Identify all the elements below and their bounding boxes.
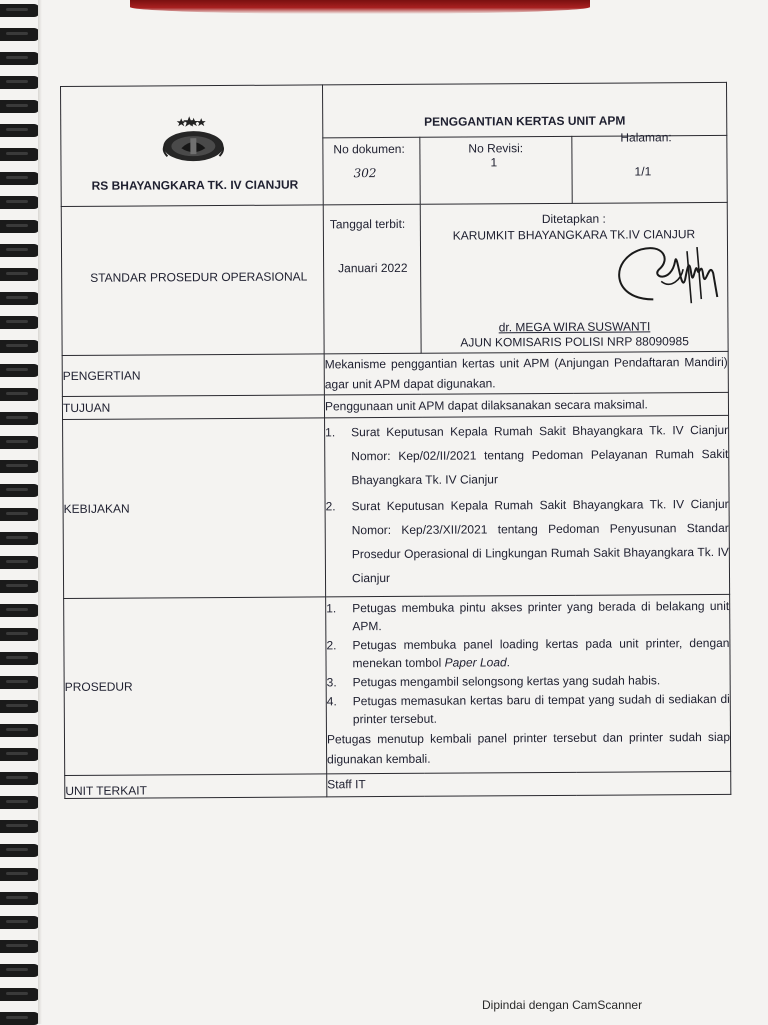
prosedur-extra-text: Petugas menutup kembali panel printer tersebut dan printer sudah siap digunakan kembali.	[326, 729, 731, 767]
binding-ring	[0, 748, 40, 761]
list-number: 1.	[326, 601, 337, 616]
binding-ring	[0, 1012, 40, 1025]
binding-ring	[0, 436, 40, 449]
binding-ring	[0, 940, 40, 953]
binding-ring	[0, 844, 40, 857]
binding-ring	[0, 148, 40, 161]
ditetapkan-label: Ditetapkan :	[541, 211, 606, 227]
kebijakan-list	[325, 418, 729, 590]
binding-ring	[0, 868, 40, 881]
binding-ring	[0, 316, 40, 329]
sop-document	[60, 82, 730, 799]
signature-image	[601, 239, 741, 312]
halaman-cell	[572, 130, 727, 203]
list-number: 1.	[325, 425, 336, 440]
hospital-name: RS BHAYANGKARA TK. IV CIANJUR	[91, 177, 299, 193]
pengertian-label-cell	[62, 354, 324, 397]
binding-ring	[0, 388, 40, 401]
binding-ring	[0, 676, 40, 689]
hospital-logo-cell	[61, 85, 324, 207]
binding-ring	[0, 4, 40, 17]
binding-ring	[0, 220, 40, 233]
binding-ring	[0, 268, 40, 281]
binding-ring	[0, 796, 40, 809]
binding-ring	[0, 124, 40, 137]
binding-ring	[0, 532, 40, 545]
binding-ring	[0, 556, 40, 569]
list-item	[325, 418, 728, 492]
binding-ring	[0, 172, 40, 185]
sop-label-cell	[61, 205, 324, 356]
binding-ring	[0, 652, 40, 665]
binding-ring	[0, 76, 40, 89]
list-number: 3.	[326, 675, 337, 690]
sop-table	[60, 82, 731, 799]
list-text-italic: Paper Load	[444, 655, 507, 670]
binding-ring	[0, 820, 40, 833]
binding-ring	[0, 892, 40, 905]
binding-ring	[0, 52, 40, 65]
list-text: Petugas memasukan kertas baru di tempat yang sudah di sediakan di printer tersebut.	[352, 691, 730, 727]
list-item	[326, 634, 729, 672]
sop-label: STANDAR PROSEDUR OPERASIONAL	[90, 269, 308, 285]
binding-ring	[0, 988, 40, 1001]
list-text: Petugas mengambil selongsong kertas yang sudah habis.	[352, 673, 661, 690]
no-dokumen-cell	[323, 137, 420, 205]
police-emblem-icon	[159, 114, 227, 166]
no-revisi-cell	[420, 136, 572, 204]
unit-terkait-label: UNIT TERKAIT	[65, 783, 147, 798]
no-dokumen-label: No dokumen:	[333, 141, 405, 157]
binding-ring	[0, 916, 40, 929]
tanggal-terbit-cell	[323, 204, 421, 354]
pengertian-label: PENGERTIAN	[62, 368, 141, 383]
binding-ring	[0, 964, 40, 977]
binding-ring	[0, 580, 40, 593]
kebijakan-label-cell	[63, 418, 326, 599]
list-text: Petugas membuka panel loading kertas pada unit printer, dengan menekan tombol	[352, 635, 730, 671]
pengertian-text: Mekanisme penggantian kertas unit APM (Anjungan Pendaftaran Mandiri) agar unit APM dapat digunakan.	[324, 351, 728, 394]
list-item	[326, 597, 729, 635]
spiral-binding	[0, 0, 42, 1024]
binding-ring	[0, 484, 40, 497]
prosedur-label: PROSEDUR	[64, 679, 133, 694]
page-top-shadow	[130, 0, 590, 14]
unit-terkait-text: Staff IT	[327, 771, 731, 796]
ditetapkan-cell	[420, 202, 728, 353]
kebijakan-body	[325, 415, 730, 596]
binding-ring	[0, 196, 40, 209]
binding-ring	[0, 460, 40, 473]
prosedur-label-cell	[64, 597, 327, 776]
list-text: Petugas membuka pintu akses printer yang berada di belakang unit APM.	[352, 598, 730, 634]
kebijakan-label: KEBIJAKAN	[63, 501, 130, 516]
paper-edge	[38, 0, 42, 1024]
tujuan-label: TUJUAN	[62, 400, 111, 415]
prosedur-body	[326, 594, 731, 773]
scanner-footer-text: Dipindai dengan CamScanner	[482, 998, 643, 1012]
no-revisi-value: 1	[490, 155, 498, 170]
tujuan-label-cell	[62, 395, 324, 420]
binding-ring	[0, 244, 40, 257]
list-item	[325, 492, 729, 590]
no-dokumen-value: 302	[353, 166, 377, 181]
binding-ring	[0, 724, 40, 737]
signer-rank: AJUN KOMISARIS POLISI NRP 88090985	[460, 334, 689, 350]
prosedur-list	[326, 597, 730, 728]
list-number: 4.	[326, 694, 337, 709]
tujuan-text: Penggunaan unit APM dapat dilaksanakan secara maksimal.	[324, 392, 728, 417]
ditetapkan-by: KARUMKIT BHAYANGKARA TK.IV CIANJUR	[452, 227, 696, 243]
signer-name: dr. MEGA WIRA SUSWANTI	[498, 319, 651, 335]
list-text-end: .	[506, 655, 511, 670]
binding-ring	[0, 28, 40, 41]
list-text: Surat Keputusan Kepala Rumah Sakit Bhayangkara Tk. IV Cianjur Nomor: Kep/02/II/2021 tentang Pedoman Pelayanan Rumah Sakit Bhayangkara Tk. IV Cianjur	[351, 422, 729, 488]
halaman-label: Halaman:	[620, 130, 672, 145]
document-title: PENGGANTIAN KERTAS UNIT APM	[424, 113, 626, 129]
unit-terkait-label-cell	[65, 774, 327, 799]
binding-ring	[0, 508, 40, 521]
binding-ring	[0, 412, 40, 425]
halaman-value: 1/1	[634, 164, 652, 179]
binding-ring	[0, 772, 40, 785]
binding-ring	[0, 628, 40, 641]
list-text: Surat Keputusan Kepala Rumah Sakit Bhayangkara Tk. IV Cianjur Nomor: Kep/23/XII/2021 tentang Pedoman Penyusunan Standar Prosedur Operasional di Lingkungan Rumah Sakit Bhayangkara Tk. IV Cianjur	[351, 496, 729, 586]
list-item	[327, 671, 730, 691]
binding-ring	[0, 100, 40, 113]
binding-ring	[0, 340, 40, 353]
binding-ring	[0, 604, 40, 617]
list-number: 2.	[325, 499, 336, 514]
tanggal-terbit-label: Tanggal terbit:	[329, 216, 406, 232]
binding-ring	[0, 364, 40, 377]
list-item	[327, 690, 730, 728]
no-revisi-label: No Revisi:	[468, 141, 524, 156]
list-number: 2.	[326, 638, 337, 653]
tanggal-terbit-value: Januari 2022	[338, 260, 408, 276]
binding-ring	[0, 700, 40, 713]
binding-ring	[0, 292, 40, 305]
